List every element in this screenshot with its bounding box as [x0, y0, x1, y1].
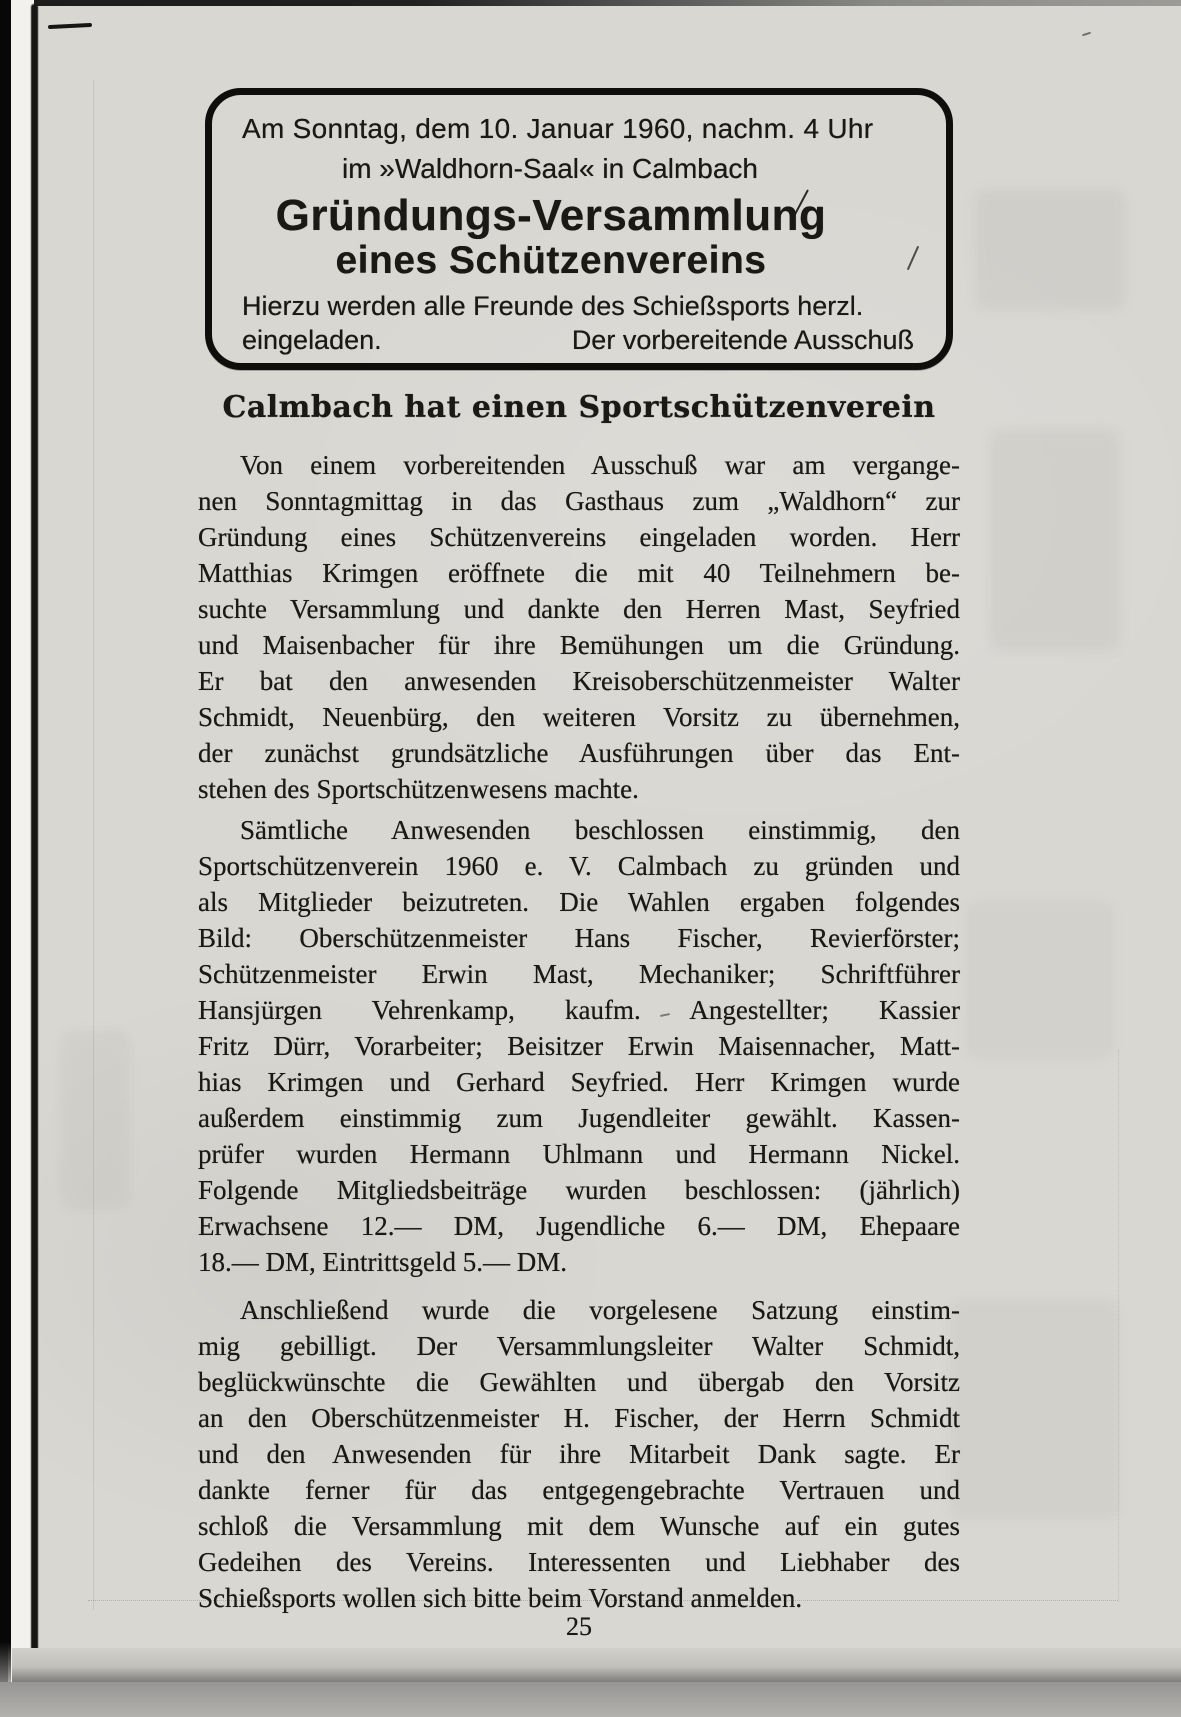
text-line: der zunächst grundsätzliche Ausführungen über das Ent- — [198, 738, 960, 768]
text-line: dankte ferner für das entgegengebrachte Vertrauen und — [198, 1475, 960, 1505]
ink-bleedthrough-smudge — [965, 900, 1115, 1060]
text-line: Matthias Krimgen eröffnete die mit 40 Teilnehmern be- — [198, 558, 960, 588]
text-line: an den Oberschützenmeister H. Fischer, der Herrn Schmidt — [198, 1403, 960, 1433]
text-line: stehen des Sportschützenwesens machte. — [198, 774, 639, 804]
announcement-title-line1: Gründungs-Versammlung — [275, 191, 827, 240]
ink-bleedthrough-smudge — [990, 430, 1120, 650]
article-column — [198, 0, 960, 1700]
text-line: außerdem einstimmig zum Jugendleiter gewählt. Kassen- — [198, 1103, 960, 1133]
paragraph — [198, 1292, 960, 1616]
text-line: Sportschützenverein 1960 e. V. Calmbach zu gründen und — [198, 851, 960, 881]
scan-bottom-background — [0, 1682, 1181, 1717]
text-line: Anschließend wurde die vorgelesene Satzung einstim- — [240, 1295, 960, 1325]
text-line: Schmidt, Neuenbürg, den weiteren Vorsitz zu übernehmen, — [198, 702, 960, 732]
page-number: 25 — [566, 1612, 592, 1641]
announcement-title-line2: eines Schützenvereins — [335, 239, 767, 282]
paragraph — [198, 447, 960, 807]
text-line: Gründung eines Schützenvereins eingeladen worden. Herr — [198, 522, 960, 552]
text-line: Von einem vorbereitenden Ausschuß war am vergange- — [240, 450, 960, 480]
text-line: und Maisenbacher für ihre Bemühungen um die Gründung. — [198, 630, 960, 660]
text-line: nen Sonntagmittag in das Gasthaus zum „Waldhorn“ zur — [198, 486, 960, 516]
article-heading: Calmbach hat einen Sportschützenverein — [222, 390, 936, 425]
text-line: suchte Versammlung und dankte den Herren Mast, Seyfried — [198, 594, 960, 624]
ink-bleedthrough-smudge — [60, 1030, 130, 1210]
page-bottom-curl — [12, 1648, 1181, 1682]
text-line: 18.— DM, Eintrittsgeld 5.— DM. — [198, 1247, 567, 1277]
text-line: Schützenmeister Erwin Mast, Mechaniker; Schriftführer — [198, 959, 960, 989]
page-fold-line — [31, 4, 38, 1656]
text-line: Erwachsene 12.— DM, Jugendliche 6.— DM, Ehepaare — [198, 1211, 960, 1241]
paper-crease — [93, 80, 94, 1610]
announcement-signature: Der vorbereitende Ausschuß — [571, 325, 914, 355]
text-line: schloß die Versammlung mit dem Wunsche auf ein gutes — [198, 1511, 960, 1541]
text-line: hias Krimgen und Gerhard Seyfried. Herr Krimgen wurde — [198, 1067, 960, 1097]
text-line: als Mitglieder beizutreten. Die Wahlen ergaben folgendes — [198, 887, 960, 917]
text-line: beglückwünschte die Gewählten und übergab den Vorsitz — [198, 1367, 960, 1397]
paragraph — [198, 812, 960, 1280]
text-line: Fritz Dürr, Vorarbeiter; Beisitzer Erwin Maisennacher, Matt- — [198, 1031, 960, 1061]
text-line: Folgende Mitgliedsbeiträge wurden beschlossen: (jährlich) — [198, 1175, 960, 1205]
text-line: mig gebilligt. Der Versammlungsleiter Walter Schmidt, — [198, 1331, 960, 1361]
text-line: prüfer wurden Hermann Uhlmann und Hermann Nickel. — [198, 1139, 960, 1169]
text-line: Schießsports wollen sich bitte beim Vorstand anmelden. — [198, 1583, 803, 1613]
ink-bleedthrough-smudge — [975, 190, 1125, 310]
announcement-date-line: Am Sonntag, dem 10. Januar 1960, nachm. 4 Uhr — [242, 113, 874, 144]
text-line: Er bat den anwesenden Kreisoberschützenmeister Walter — [198, 666, 960, 696]
text-line: und den Anwesenden für ihre Mitarbeit Dank sagte. Er — [198, 1439, 960, 1469]
text-line: Hansjürgen Vehrenkamp, kaufm. Angestellter; Kassier — [198, 995, 960, 1025]
text-line: Bild: Oberschützenmeister Hans Fischer, Revierförster; — [198, 923, 960, 953]
ink-bleedthrough-smudge — [950, 1300, 1120, 1520]
announcement-invite-continuation: eingeladen. — [242, 325, 382, 355]
text-line: Gedeihen des Vereins. Interessenten und Liebhaber des — [198, 1547, 960, 1577]
book-binding-shadow — [0, 0, 11, 1642]
announcement-invite-line: Hierzu werden alle Freunde des Schießsports herzl. — [242, 291, 864, 321]
text-line: Sämtliche Anwesenden beschlossen einstimmig, den — [240, 815, 960, 845]
announcement-venue-line: im »Waldhorn-Saal« in Calmbach — [341, 153, 759, 184]
